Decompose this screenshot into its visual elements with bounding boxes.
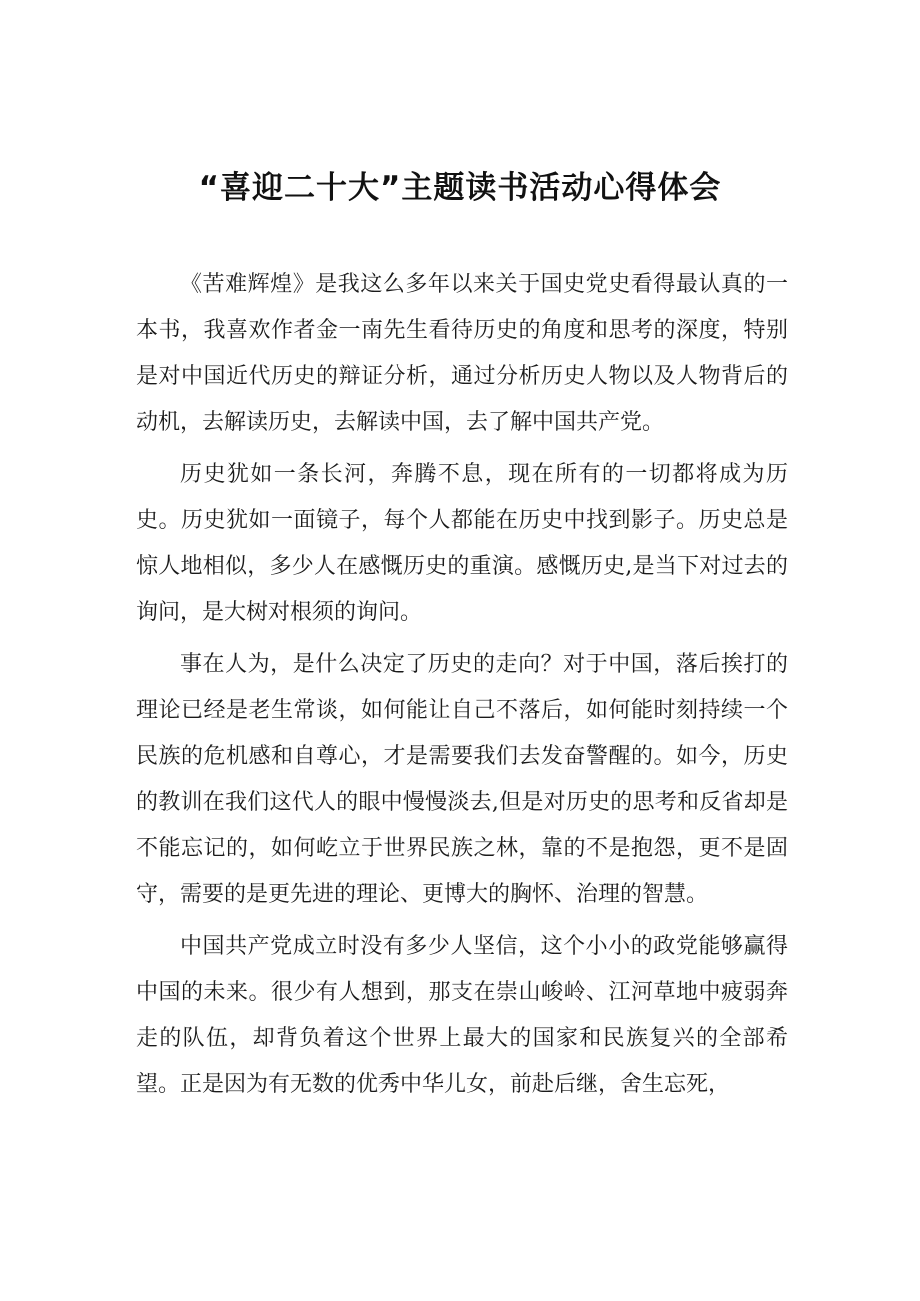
paragraph-3: 事在人为，是什么决定了历史的走向？对于中国，落后挨打的理论已经是老生常谈，如何能让自己不落后，如何能时刻持续一个民族的危机感和自尊心，才是需要我们去发奋警醒的。如今，历史的教训在我们这代人的眼中慢慢淡去,但是对历史的思考和反省却是不能忘记的，如何屹立于世界民族之林，靠的不是抱怨，更不是固守，需要的是更先进的理论、更博大的胸怀、治理的智慧。	[136, 652, 788, 907]
document-body	[136, 262, 788, 1114]
paragraph-1: 《苦难辉煌》是我这么多年以来关于国史党史看得最认真的一本书，我喜欢作者金一南先生看待历史的角度和思考的深度，特别是对中国近代历史的辩证分析，通过分析历史人物以及人物背后的动机，去解读历史，去解读中国，去了解中国共产党。	[136, 272, 788, 435]
paragraph-4: 中国共产党成立时没有多少人坚信，这个小小的政党能够赢得中国的未来。很少有人想到，那支在崇山峻岭、江河草地中疲弱奔走的队伍，却背负着这个世界上最大的国家和民族复兴的全部希望。正是因为有无数的优秀中华儿女，前赴后继，舍生忘死，	[136, 934, 788, 1097]
document-title: “喜迎二十大”主题读书活动心得体会	[198, 170, 722, 206]
paragraph-2: 历史犹如一条长河，奔腾不息，现在所有的一切都将成为历史。历史犹如一面镜子，每个人都能在历史中找到影子。历史总是惊人地相似，多少人在感慨历史的重演。感慨历史,是当下对过去的询问，是大树对根须的询问。	[136, 462, 788, 625]
